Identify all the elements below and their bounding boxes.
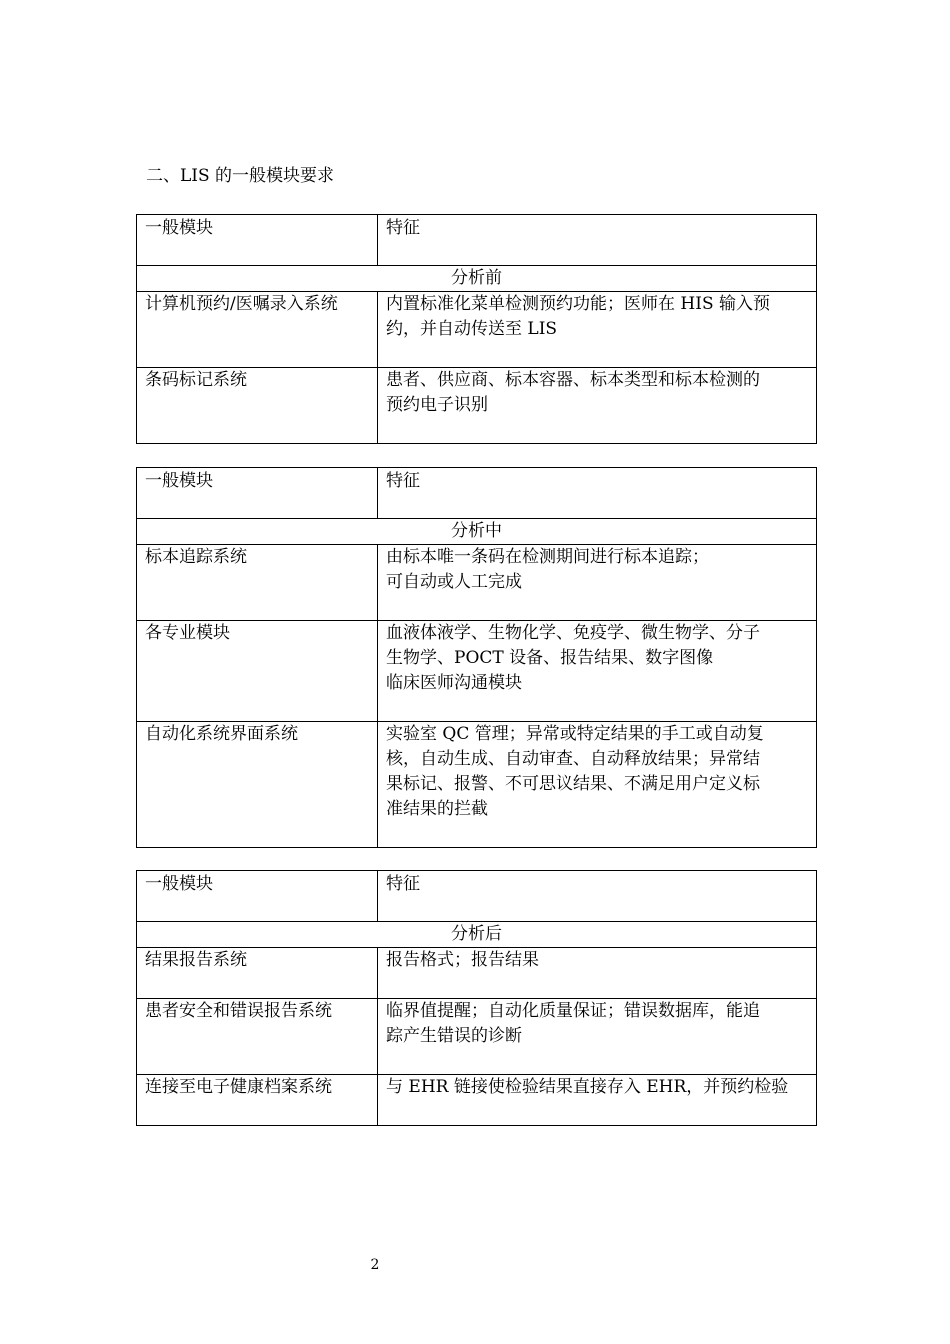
feature-line: 实验室 QC 管理；异常或特定结果的手工或自动复 xyxy=(386,724,764,744)
module-table-analytic xyxy=(136,467,817,848)
module-cell: 计算机预约/医嘱录入系统 xyxy=(137,292,378,368)
feature-cell xyxy=(378,545,817,621)
header-feature-cell: 特征 xyxy=(378,215,817,266)
module-cell: 各专业模块 xyxy=(137,621,378,722)
feature-line: 预约电子识别 xyxy=(386,395,488,415)
table-header-row xyxy=(137,468,817,519)
table-row xyxy=(137,999,817,1075)
module-cell: 标本追踪系统 xyxy=(137,545,378,621)
phase-label: 分析后 xyxy=(137,922,817,948)
table-row xyxy=(137,368,817,444)
feature-line: 报告格式；报告结果 xyxy=(386,950,539,970)
feature-line: 血液体液学、生物化学、免疫学、微生物学、分子 xyxy=(386,623,760,643)
header-module-cell: 一般模块 xyxy=(137,468,378,519)
header-feature-cell: 特征 xyxy=(378,468,817,519)
feature-cell xyxy=(378,948,817,999)
header-module-cell: 一般模块 xyxy=(137,215,378,266)
feature-line: 内置标准化菜单检测预约功能；医师在 HIS 输入预 xyxy=(386,294,770,314)
table-header-row xyxy=(137,871,817,922)
module-cell: 患者安全和错误报告系统 xyxy=(137,999,378,1075)
feature-line: 果标记、报警、不可思议结果、不满足用户定义标 xyxy=(386,774,760,794)
feature-line: 核，自动生成、自动审查、自动释放结果；异常结 xyxy=(386,749,760,769)
feature-line: 与 EHR 链接使检验结果直接存入 EHR，并预约检验 xyxy=(386,1077,789,1097)
feature-line: 踪产生错误的诊断 xyxy=(386,1026,522,1046)
header-module-cell: 一般模块 xyxy=(137,871,378,922)
feature-cell xyxy=(378,621,817,722)
feature-line: 患者、供应商、标本容器、标本类型和标本检测的 xyxy=(386,370,760,390)
feature-line: 临界值提醒；自动化质量保证；错误数据库，能追 xyxy=(386,1001,760,1021)
feature-line: 准结果的拦截 xyxy=(386,799,488,819)
table-row xyxy=(137,722,817,848)
header-feature-cell: 特征 xyxy=(378,871,817,922)
feature-cell xyxy=(378,999,817,1075)
feature-cell xyxy=(378,722,817,848)
feature-cell xyxy=(378,292,817,368)
feature-cell xyxy=(378,368,817,444)
phase-label: 分析中 xyxy=(137,519,817,545)
section-heading: 二、LIS 的一般模块要求 xyxy=(146,166,335,186)
module-table-preanalytic xyxy=(136,214,817,444)
phase-label: 分析前 xyxy=(137,266,817,292)
table-row xyxy=(137,292,817,368)
module-cell: 连接至电子健康档案系统 xyxy=(137,1075,378,1126)
feature-line: 生物学、POCT 设备、报告结果、数字图像 xyxy=(386,648,714,668)
table-row xyxy=(137,621,817,722)
module-table-postanalytic xyxy=(136,870,817,1126)
table-row xyxy=(137,948,817,999)
feature-line: 可自动或人工完成 xyxy=(386,572,522,592)
module-cell: 结果报告系统 xyxy=(137,948,378,999)
module-cell: 自动化系统界面系统 xyxy=(137,722,378,848)
feature-line: 约，并自动传送至 LIS xyxy=(386,319,558,339)
table-row xyxy=(137,1075,817,1126)
table-header-row xyxy=(137,215,817,266)
feature-cell xyxy=(378,1075,817,1126)
table-row xyxy=(137,545,817,621)
page-number: 2 xyxy=(370,1257,380,1273)
phase-row xyxy=(137,266,817,292)
phase-row xyxy=(137,922,817,948)
feature-line: 临床医师沟通模块 xyxy=(386,673,522,693)
phase-row xyxy=(137,519,817,545)
feature-line: 由标本唯一条码在检测期间进行标本追踪； xyxy=(386,547,709,567)
module-cell: 条码标记系统 xyxy=(137,368,378,444)
